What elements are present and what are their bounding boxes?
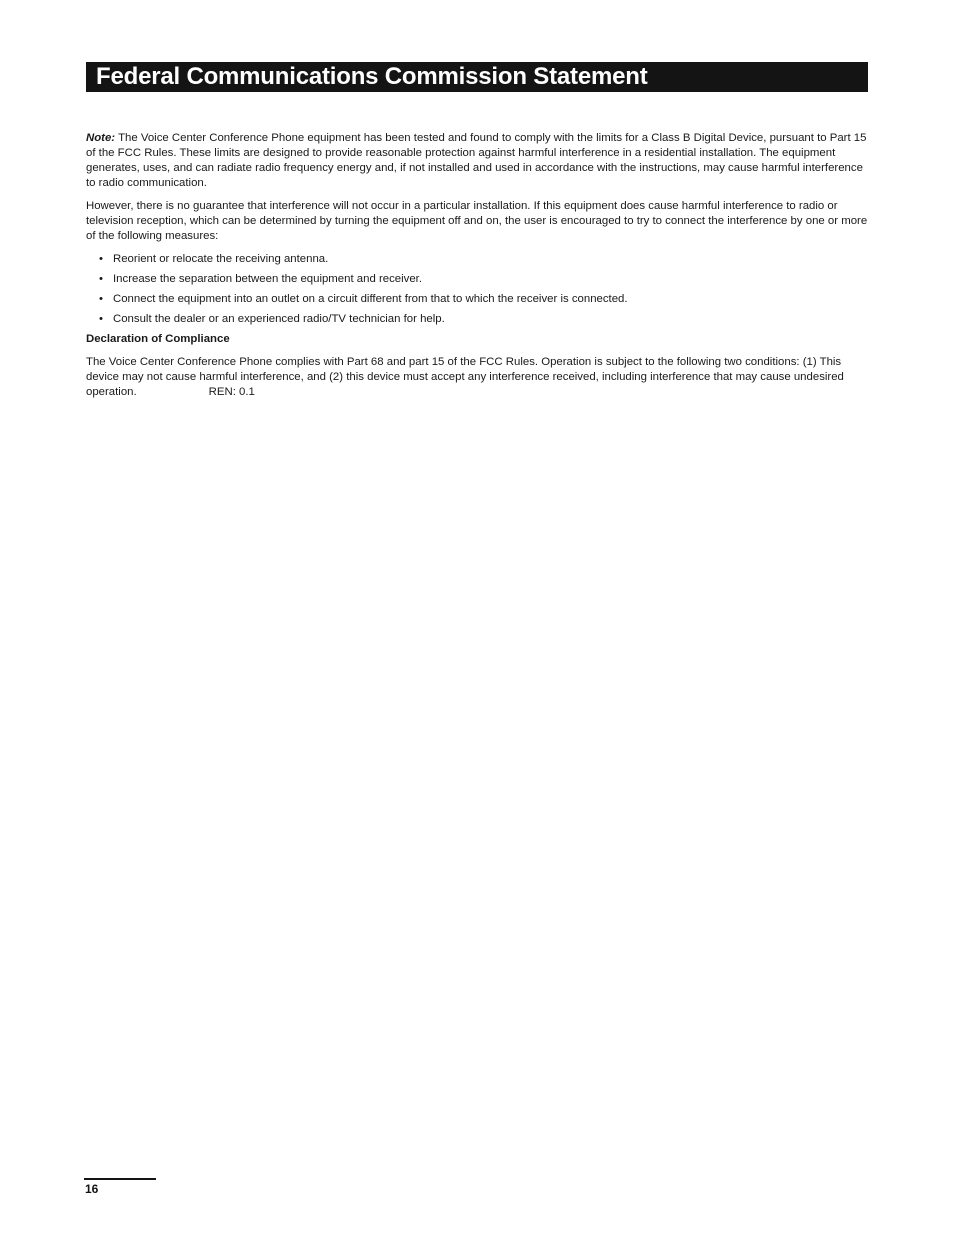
list-item (99, 292, 868, 307)
note-label: Note: (86, 132, 116, 144)
note-text: The Voice Center Conference Phone equipment has been tested and found to comply with the limits for a Class B Digital Device, pursuant to Part 15 of the FCC Rules. These limits are designed to provide reasonable protection against harmful interference in a residential installation. The equipment generates, uses, and can radiate radio frequency energy and, if not installed and used in accordance with the instructions, may cause harmful interference to radio communication. (86, 132, 867, 189)
measure-text: Increase the separation between the equipment and receiver. (113, 273, 423, 285)
declaration-text: The Voice Center Conference Phone complies with Part 68 and part 15 of the FCC Rules. Operation is subject to the following two conditions: (1) This device may not cause harmful interference, and (2) this device must accept any interference received, including interference that may cause undesired operation. (86, 356, 844, 398)
guarantee-paragraph: However, there is no guarantee that interference will not occur in a particular installation. If this equipment does cause harmful interference to radio or television reception, which can be determined by turning the equipment off and on, the user is encouraged to try to connect the interference by one or more of the following measures: (86, 200, 868, 242)
footer-divider (84, 1178, 156, 1180)
bullet-icon: • (99, 313, 103, 325)
measures-list (86, 252, 868, 327)
list-item (99, 312, 868, 327)
note-paragraph (86, 131, 868, 191)
measure-text: Reorient or relocate the receiving antenna. (113, 253, 329, 265)
list-item (99, 252, 868, 267)
page-title: Federal Communications Commission Statement (96, 63, 648, 90)
bullet-icon: • (99, 293, 103, 305)
document-body (86, 131, 868, 408)
measure-text: Connect the equipment into an outlet on a circuit different from that to which the receiver is connected. (113, 293, 628, 305)
bullet-icon: • (99, 273, 103, 285)
bullet-icon: • (99, 253, 103, 265)
list-item (99, 272, 868, 287)
measure-text: Consult the dealer or an experienced radio/TV technician for help. (113, 313, 445, 325)
page-number: 16 (85, 1182, 99, 1196)
ren-value: REN: 0.1 (208, 386, 255, 398)
declaration-heading: Declaration of Compliance (86, 333, 230, 345)
declaration-paragraph (86, 355, 868, 400)
page-title-bar (86, 62, 868, 92)
